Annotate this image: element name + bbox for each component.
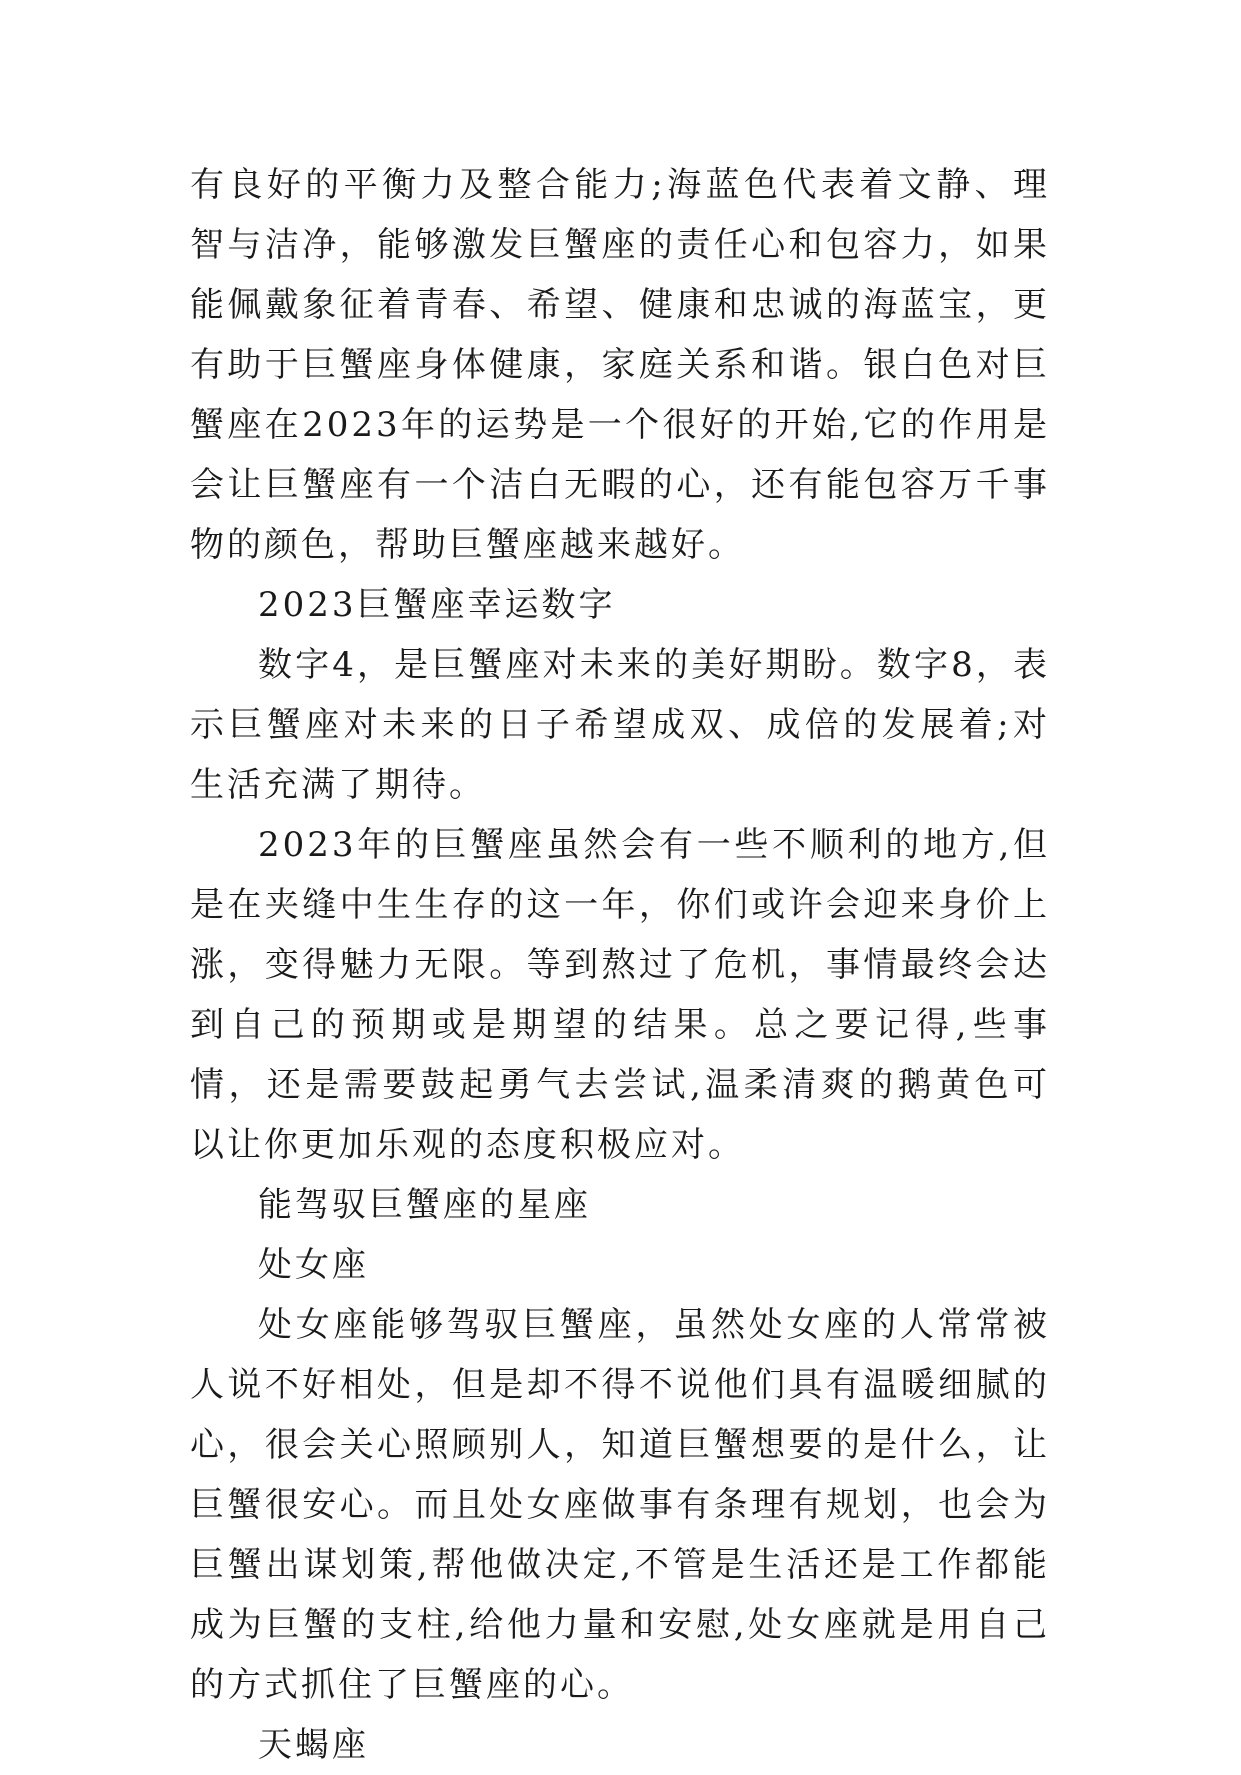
- paragraph-lucky-numbers: 数字4，是巨蟹座对未来的美好期盼。数字8，表示巨蟹座对未来的日子希望成双、成倍的发展着;对生活充满了期待。: [190, 645, 1050, 805]
- paragraph-colors-continued: 有良好的平衡力及整合能力;海蓝色代表着文静、理智与洁净，能够激发巨蟹座的责任心和包容力，如果能佩戴象征着青春、希望、健康和忠诚的海蓝宝，更有助于巨蟹座身体健康，家庭关系和谐。银白色对巨蟹座在2023年的运势是一个很好的开始,它的作用是会让巨蟹座有一个洁白无暇的心，还有能包容万千事物的颜色，帮助巨蟹座越来越好。: [190, 165, 1050, 565]
- heading-compatible-signs: 能驾驭巨蟹座的星座: [258, 1185, 591, 1225]
- heading-scorpio: 天蝎座: [258, 1725, 369, 1765]
- heading-lucky-numbers: 2023巨蟹座幸运数字: [258, 585, 616, 625]
- paragraph-2023-summary: 2023年的巨蟹座虽然会有一些不顺利的地方,但是在夹缝中生生存的这一年，你们或许会迎来身价上涨，变得魅力无限。等到熬过了危机，事情最终会达到自己的预期或是期望的结果。总之要记得,些事情，还是需要鼓起勇气去尝试,温柔清爽的鹅黄色可以让你更加乐观的态度积极应对。: [190, 825, 1050, 1165]
- heading-virgo: 处女座: [258, 1245, 369, 1285]
- paragraph-virgo: 处女座能够驾驭巨蟹座，虽然处女座的人常常被人说不好相处，但是却不得不说他们具有温暖细腻的心，很会关心照顾别人，知道巨蟹想要的是什么，让巨蟹很安心。而且处女座做事有条理有规划，也会为巨蟹出谋划策,帮他做决定,不管是生活还是工作都能成为巨蟹的支柱,给他力量和安慰,处女座就是用自己的方式抓住了巨蟹座的心。: [190, 1305, 1050, 1705]
- document-body: [190, 155, 1050, 1775]
